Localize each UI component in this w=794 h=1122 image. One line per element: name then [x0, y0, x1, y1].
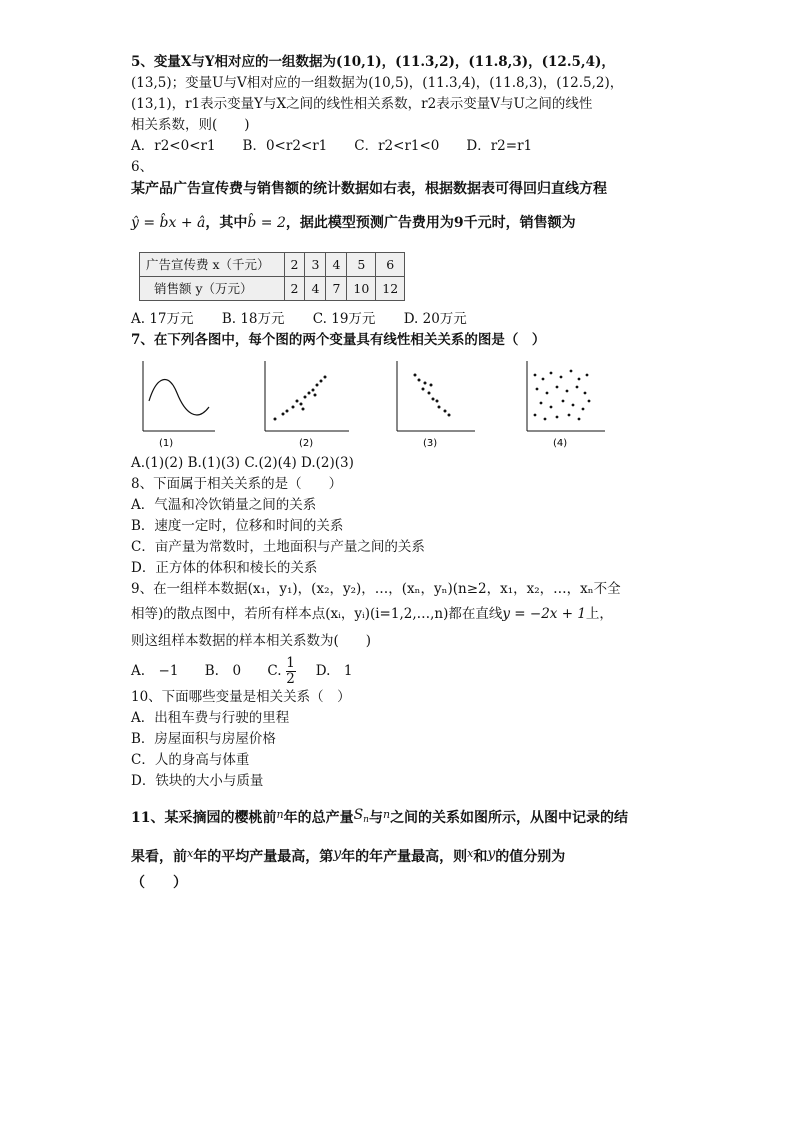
q6-row2-label: 销售额 y（万元） [140, 277, 285, 301]
q5-options: A．r2<0<r1 B．0<r2<r1 C．r2<r1<0 D．r2=r1 [131, 138, 533, 154]
graph-4-label: (4) [553, 438, 568, 449]
worksheet [131, 52, 671, 894]
q11-line-2 [131, 843, 671, 868]
q8-option-c: C．亩产量为常数时，土地面积与产量之间的关系 [131, 539, 425, 555]
q6-b-value: b̂ = 2 [247, 215, 286, 231]
q6-line-1: 某产品广告宣传费与销售额的统计数据如右表，根据数据表可得回归直线方程 [131, 181, 607, 197]
q6-number: 6、 [131, 159, 154, 175]
q11-var-s-letter: S [353, 807, 364, 823]
q11-var-y: y [487, 846, 496, 862]
graph-3-label: (3) [423, 438, 438, 449]
q8-option-a: A．气温和冷饮销量之间的关系 [131, 497, 317, 513]
q9-line-2 [131, 604, 671, 625]
graph-2-label: (2) [299, 438, 314, 449]
question-7 [131, 330, 671, 474]
q11-line-1 [131, 804, 671, 831]
q10-option-c: C．人的身高与体重 [131, 752, 250, 768]
q8-option-b: B．速度一定时，位移和时间的关系 [131, 518, 344, 534]
q9-line-2-end: 上， [585, 606, 613, 622]
q10-option-b: B．房屋面积与房屋价格 [131, 731, 276, 747]
question-8 [131, 474, 671, 579]
q9-options [131, 656, 671, 687]
table-cell: 5 [347, 253, 376, 277]
q5-line-2: (13,5)；变量U与V相对应的一组数据为(10,5)，(11.3,4)，(11.8,3)，(12.5,2)， [131, 75, 624, 91]
q8-stem: 8、下面属于相关关系的是（ ） [131, 476, 343, 492]
table-cell: 12 [376, 277, 405, 301]
table-row [140, 253, 405, 277]
q6-row1-label: 广告宣传费 x（千元） [140, 253, 285, 277]
q6-line-2 [131, 212, 671, 234]
q11-text: 年的年产量最高，则 [341, 849, 468, 865]
q8-option-d: D．正方体的体积和棱长的关系 [131, 560, 318, 576]
q6-option-c: C. 19万元 [312, 311, 376, 327]
q9-line-3: 则这组样本数据的样本相关系数为( ) [131, 633, 372, 649]
table-cell: 2 [284, 277, 305, 301]
q9-option-d: D. 1 [315, 663, 353, 679]
question-10 [131, 687, 671, 792]
question-5 [131, 52, 671, 157]
q11-text: 果看，前 [131, 849, 187, 865]
q9-option-b: B. 0 [204, 663, 242, 679]
q11-text: 11、某采摘园的樱桃前 [131, 810, 277, 826]
q6-line-2-rest: ，据此模型预测广告费用为9千元时，销售额为 [285, 215, 576, 231]
fraction-numerator: 1 [286, 655, 295, 671]
q6-option-d: D. 20万元 [403, 311, 467, 327]
q7-options: A.(1)(2) B.(1)(3) C.(2)(4) D.(2)(3) [131, 455, 354, 471]
question-11 [131, 804, 671, 894]
table-cell: 7 [326, 277, 347, 301]
q9-option-c: C. [267, 663, 282, 679]
q6-data-table [139, 252, 405, 301]
q11-text: 之间的关系如图所示，从图中记录的结 [390, 810, 629, 826]
q7-stem: 7、在下列各图中，每个图的两个变量具有线性相关关系的图是（ ） [131, 332, 546, 348]
q11-var-n: n [276, 808, 284, 821]
q6-options [131, 309, 671, 330]
q6-option-a: A. 17万元 [131, 311, 194, 327]
graph-2-positive-scatter [259, 357, 349, 451]
q6-formula-rest: ，其中 [205, 215, 248, 231]
q9-line-equation: y = −2x + 1 [502, 606, 586, 622]
q10-option-a: A．出租车费与行驶的里程 [131, 710, 290, 726]
q9-line-2-text: 相等)的散点图中，若所有样本点(xᵢ，yᵢ)(i=1,2,…,n)都在直线 [131, 606, 503, 622]
q11-text: 和 [473, 849, 488, 865]
q6-option-b: B. 18万元 [221, 311, 285, 327]
q11-text: 年的总产量 [283, 810, 354, 826]
q11-var-s-sub: n [363, 815, 369, 825]
fraction-denominator: 2 [286, 671, 295, 687]
q11-text: 的值分别为 [495, 849, 566, 865]
q11-var-s [354, 807, 369, 823]
graph-1-curve [131, 357, 215, 451]
graph-3-negative-scatter [393, 357, 477, 451]
q11-text: 与 [368, 810, 383, 826]
table-cell: 6 [376, 253, 405, 277]
table-cell: 3 [305, 253, 326, 277]
q10-option-d: D．铁块的大小与质量 [131, 773, 264, 789]
table-cell: 4 [326, 253, 347, 277]
graph-4-random-scatter [521, 357, 605, 451]
q11-var-x: x [187, 847, 194, 860]
table-row [140, 277, 405, 301]
q9-option-c-fraction [286, 656, 296, 687]
question-6 [131, 157, 671, 330]
table-cell: 10 [347, 277, 376, 301]
graph-1-label: (1) [159, 438, 174, 449]
q11-var-x: x [467, 847, 474, 860]
q10-stem: 10、下面哪些变量是相关关系（ ） [131, 689, 351, 705]
q11-var-n: n [382, 808, 391, 821]
q5-line-1: 5、变量X与Y相对应的一组数据为(10,1)，(11.3,2)，(11.8,3)，(12.5,4)， [131, 54, 615, 70]
table-cell: 4 [305, 277, 326, 301]
q5-line-4: 相关系数，则( ) [131, 117, 250, 133]
q6-regression-formula: ŷ = b̂x + â [131, 215, 206, 231]
q5-line-3: (13,1)，r1表示变量Y与X之间的线性相关系数，r2表示变量V与U之间的线性 [131, 96, 593, 112]
q11-text: 年的平均产量最高，第 [193, 849, 334, 865]
q11-var-y: y [333, 846, 342, 862]
q7-graphs [131, 357, 671, 451]
q9-option-a: A. −1 [131, 663, 179, 679]
q9-line-1: 9、在一组样本数据(x₁，y₁)，(x₂，y₂)，…，(xₙ，yₙ)(n≥2，x₁，x₂，…，xₙ不全 [131, 581, 621, 597]
question-9 [131, 579, 671, 687]
table-cell: 2 [284, 253, 305, 277]
q11-line-3: （ ） [131, 875, 187, 891]
